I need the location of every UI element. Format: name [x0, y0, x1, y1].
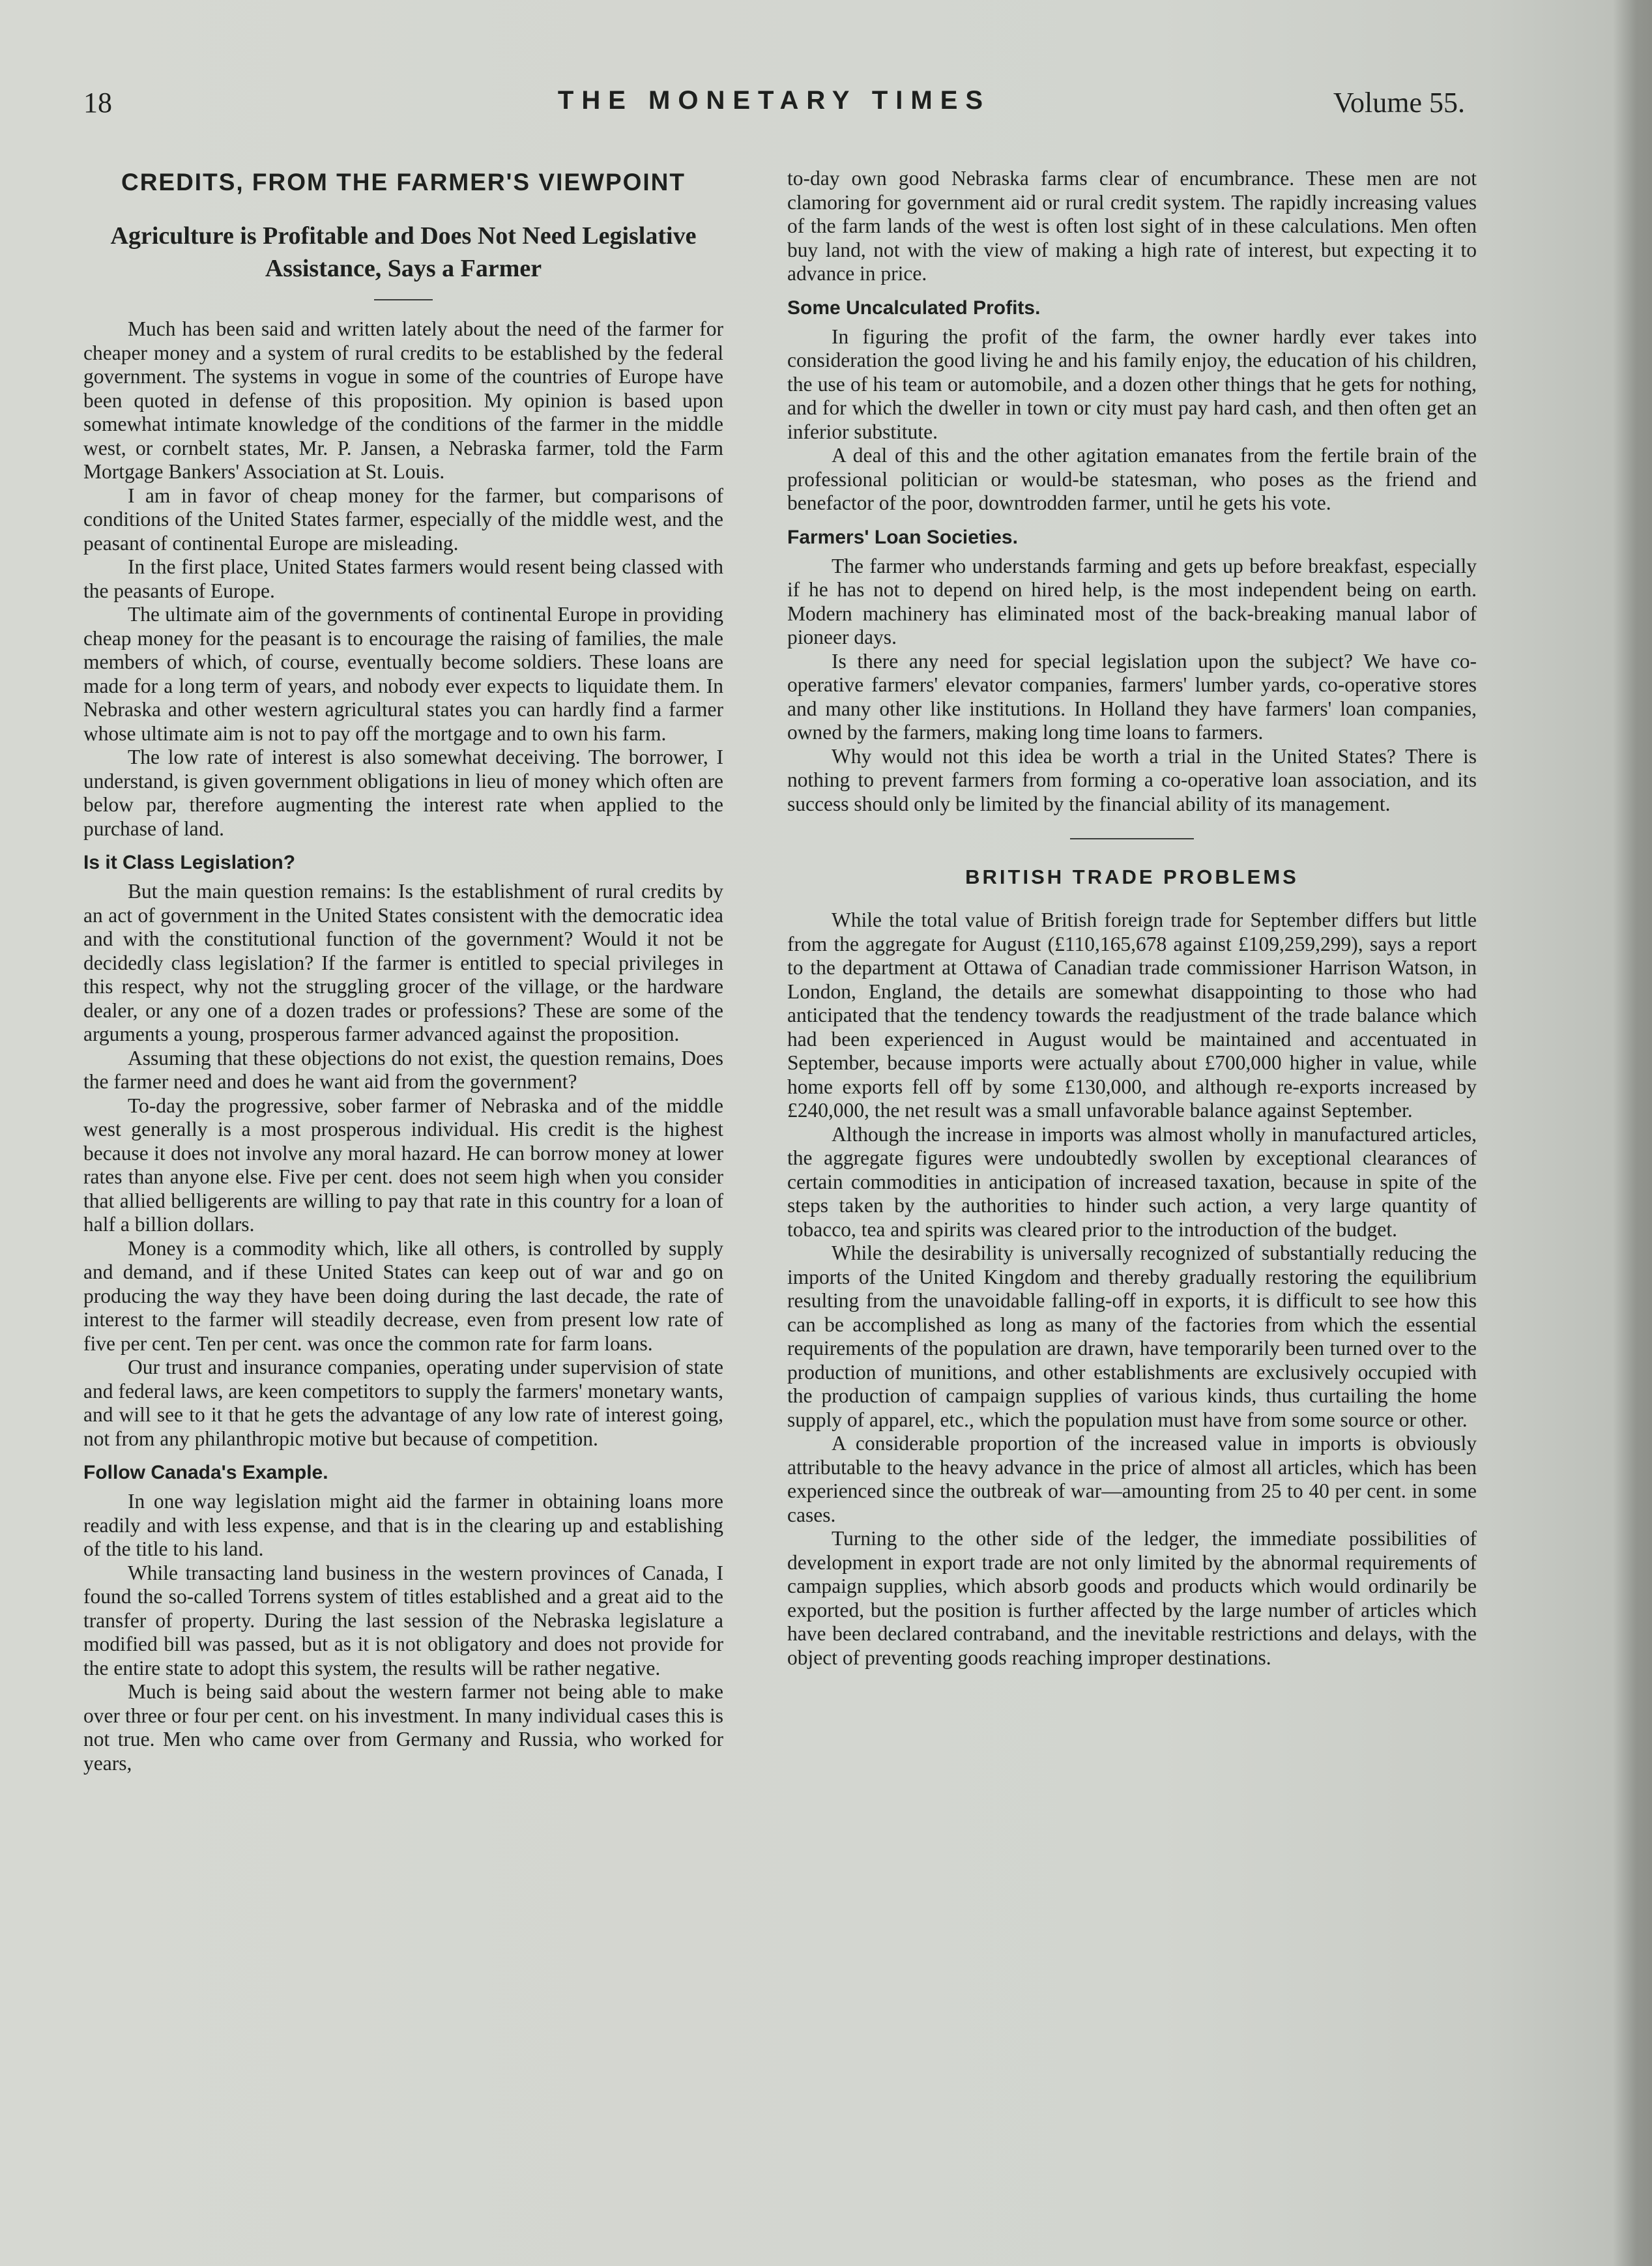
article-divider — [1070, 838, 1194, 839]
article-title-british-trade: BRITISH TRADE PROBLEMS — [965, 865, 1299, 888]
masthead: THE MONETARY TIMES — [557, 86, 991, 115]
paragraph: Money is a commodity which, like all others, is controlled by supply and demand, and if these United States can keep out of war and go on producing the way they have been doing during the last decade, the rate of interest to the farmer will steadily decrease, even from present low rate of five per cent. Ten per cent. was once the common rate for farm loans. — [83, 1236, 723, 1355]
paragraph: Turning to the other side of the ledger, the immediate possibilities of development in export trade are not only limited by the abnormal requirements of campaign supplies, which absorb goods and products which would ordinarily be exported, but the position is further affected by the large number of articles which have been declared contraband, and the inevitable restrictions and delays, with the object of preventing goods reaching improper destinations. — [787, 1527, 1477, 1669]
paragraph-continued: to-day own good Nebraska farms clear of encumbrance. These men are not clamoring for government aid or rural credit system. The rapidly increasing values of the farm lands of the west is often lost sight of in these calculations. Men often buy land, not with the view of making a high rate of interest, but expecting it to advance in price. — [787, 167, 1477, 285]
paragraph: The ultimate aim of the governments of continental Europe in providing cheap money for the peasant is to encourage the raising of families, the male members of which, of course, eventually become soldiers. These loans are made for a long term of years, and nobody ever expects to liquidate them. In Nebraska and other western agricultural states you can hardly find a farmer whose ultimate aim is not to pay off the mortgage and to own his farm. — [83, 603, 723, 745]
paragraph: The farmer who understands farming and gets up before breakfast, especially if he has not to depend on hired help, is the most independent being on earth. Modern machinery has eliminated most of the back-breaking manual labor of pioneer days. — [787, 554, 1477, 648]
paragraph: A considerable proportion of the increased value in imports is obviously attributable to the heavy advance in the price of almost all articles, which has been experienced since the outbreak of war—amounting from 25 to 40 per cent. in some cases. — [787, 1432, 1477, 1526]
page-header — [83, 83, 1465, 129]
paragraph: Our trust and insurance companies, operating under supervision of state and federal laws, are keen competitors to supply the farmers' monetary wants, and will see to it that he gets the advantage of any low rate of interest going, not from any philanthropic motive but because of competition. — [83, 1356, 723, 1450]
paragraph: While the desirability is universally recognized of substantially reducing the imports of the United Kingdom and thereby gradually restoring the equilibrium resulting from the unavoidable falling-off in exports, it is difficult to see how this can be accomplished as long as many of the factories from which the essential requirements of the population are drawn, have temporarily been turned over to the production of munitions, and other establishments are exclusively occupied with the production of campaign supplies of various kinds, thus curtailing the home supply of apparel, etc., which the population must have from some source or other. — [787, 1242, 1477, 1431]
section-heading: Is it Class Legislation? — [83, 852, 296, 873]
right-column — [787, 167, 1477, 1670]
paragraph: Is there any need for special legislation upon the subject? We have co-operative farmers' elevator companies, farmers' lumber yards, co-operative stores and many other like institutions. In Holland they have farmers' loan companies, owned by the farmers, making long time loans to farmers. — [787, 649, 1477, 744]
paragraph: In the first place, United States farmers would resent being classed with the peasants of Europe. — [83, 555, 723, 602]
section-heading: Some Uncalculated Profits. — [787, 297, 1041, 319]
paragraph: Although the increase in imports was almost wholly in manufactured articles, the aggregate figures were undoubtedly swollen by exceptional clearances of certain commodities in anticipation of increased taxation, because in spite of the steps taken by the authorities to hinder such action, a very large quantity of tobacco, tea and spirits was cleared prior to the introduction of the budget. — [787, 1122, 1477, 1241]
paragraph: In one way legislation might aid the farmer in obtaining loans more readily and with less expense, and that is in the clearing up and establishing of the title to his land. — [83, 1490, 723, 1560]
page-number: 18 — [83, 87, 112, 119]
article-title: CREDITS, FROM THE FARMER'S VIEWPOINT — [121, 169, 686, 196]
paragraph: But the main question remains: Is the establishment of rural credits by an act of government in the United States consistent with the democratic idea and with the constitutional function of the government? Would it not be decidedly class legislation? If the farmer is entitled to special privileges in this respect, why not the struggling grocer of the village, or the hardware dealer, or any one of a dozen trades or professions? These are some of the arguments a young, prosperous farmer advanced against the proposition. — [83, 880, 723, 1045]
paragraph: The low rate of interest is also somewhat deceiving. The borrower, I understand, is given government obligations in lieu of money which often are below par, therefore augmenting the interest rate when applied to the purchase of land. — [83, 746, 723, 840]
article-subtitle: Agriculture is Profitable and Does Not Need Legislative Assistance, Says a Farmer — [110, 222, 697, 282]
paragraph: Much has been said and written lately about the need of the farmer for cheaper money and a system of rural credits to be established by the federal government. The systems in vogue in some of the countries of Europe have been quoted in defense of this proposition. My opinion is based upon somewhat intimate knowledge of the conditions of the farmer in the middle west, or cornbelt states, Mr. P. Jansen, a Nebraska farmer, told the Farm Mortgage Bankers' Association at St. Louis. — [83, 317, 723, 483]
paragraph: To-day the progressive, sober farmer of Nebraska and of the middle west generally is a most prosperous individual. His credit is the highest because it does not involve any moral hazard. He can borrow money at lower rates than anyone else. Five per cent. does not seem high when you consider that allied belligerents are willing to pay that rate in this country for a loan of half a billion dollars. — [83, 1094, 723, 1236]
paragraph: In figuring the profit of the farm, the owner hardly ever takes into consideration the good living he and his family enjoy, the education of his children, the use of his team or automobile, and a dozen other things that he gets for nothing, and for which the dweller in town or city must pay hard cash, and then often get an inferior substitute. — [787, 325, 1477, 443]
left-column — [83, 166, 723, 1775]
paragraph: I am in favor of cheap money for the farmer, but comparisons of conditions of the United States farmer, especially of the middle west, and the peasant of continental Europe are misleading. — [83, 484, 723, 555]
paragraph: Much is being said about the western farmer not being able to make over three or four per cent. on his investment. In many individual cases this is not true. Men who came over from Germany and Russia, who worked for years, — [83, 1680, 723, 1775]
paragraph: While transacting land business in the western provinces of Canada, I found the so-called Torrens system of titles established and a great aid to the transfer of property. During the last session of the Nebraska legislature a modified bill was passed, but as it is not obligatory and does not provide for the entire state to adopt this system, the results will be rather negative. — [83, 1561, 723, 1679]
section-heading: Follow Canada's Example. — [83, 1462, 328, 1483]
paragraph: Why would not this idea be worth a trial in the United States? There is nothing to prevent farmers from forming a co-operative loan association, and its success should only be limited by the financial ability of its management. — [787, 744, 1477, 815]
volume-label: Volume 55. — [1333, 87, 1465, 119]
paragraph: While the total value of British foreign trade for September differs but little from the aggregate for August (£110,165,678 against £109,259,299), says a report to the department at Ottawa of Canadian trade commissioner Harrison Watson, in London, England, the details are somewhat disappointing to those who had anticipated that the tendency towards the readjustment of the trade balance which had been experienced in August would be maintained and accentuated in September, because imports were actually about £700,000 higher in value, while home exports fell off by some £130,000, and although re-exports increased by £240,000, the net result was a small unfavorable balance against September. — [787, 908, 1477, 1122]
paragraph: Assuming that these objections do not exist, the question remains, Does the farmer need and does he want aid from the government? — [83, 1046, 723, 1093]
paragraph: A deal of this and the other agitation emanates from the fertile brain of the professional politician or would-be statesman, who poses as the friend and benefactor of the poor, downtrodden farmer, until he gets his vote. — [787, 444, 1477, 514]
divider — [374, 299, 433, 300]
page-binding-shadow — [1613, 0, 1652, 2266]
section-heading: Farmers' Loan Societies. — [787, 526, 1018, 548]
